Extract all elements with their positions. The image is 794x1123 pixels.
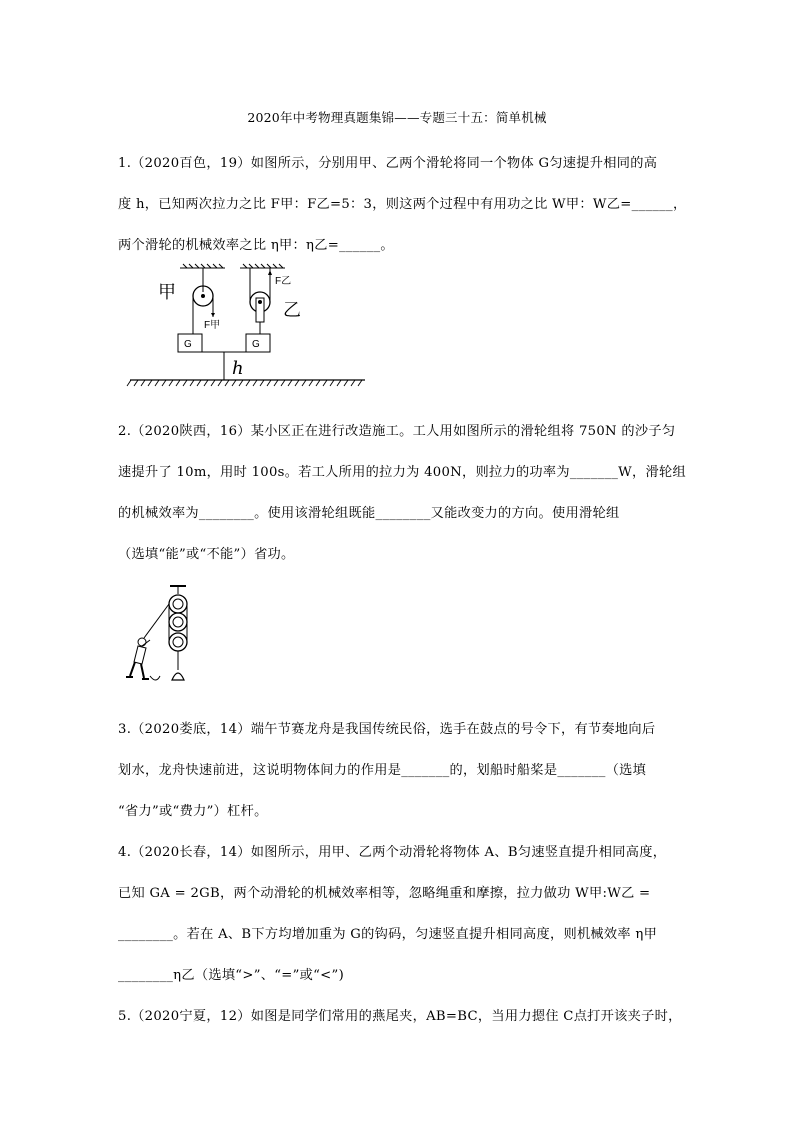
f-yi-label: F乙 [275,276,292,287]
q2-line-3: 的机械效率为________。使用该滑轮组既能________又能改变力的方向。使用滑轮组 [118,506,620,521]
q3-line-3: “省力”或“费力”）杠杆。 [118,804,268,819]
ground-hatch [127,380,362,386]
q1-line-3: 两个滑轮的机械效率之比 η甲：η乙=______。 [118,238,394,253]
q4-line-1: 4.（2020长春，14）如图所示，用甲、乙两个动滑轮将物体 A、B匀速竖直提升相同高度， [118,845,667,860]
q1-line-2: 度 h，已知两次拉力之比 F甲：F乙=5：3，则这两个过程中有用功之比 W甲：W乙=______， [118,197,687,212]
g-right-label: G [252,339,260,350]
q3-line-2: 划水，龙舟快速前进，这说明物体间力的作用是_______的，划船时船桨是_______（选填 [118,763,647,778]
ceiling-left [180,264,225,268]
q4-line-2: 已知 GA = 2GB，两个动滑轮的机械效率相等，忽略绳重和摩擦，拉力做功 W甲:W乙 = [118,886,651,901]
q2-line-2: 速提升了 10m，用时 100s。若工人所用的拉力为 400N，则拉力的功率为_______W，滑轮组 [118,465,686,480]
q5-line-1: 5.（2020宁夏，12）如图是同学们常用的燕尾夹，AB=BC，当用力摁住 C点打开该夹子时， [118,1009,682,1024]
jia-label: 甲 [158,282,176,303]
pulley-figure [125,262,375,394]
page-title: 2020年中考物理真题集锦——专题三十五：简单机械 [247,110,547,125]
g-left-label: G [184,339,192,350]
q1-line-1: 1.（2020百色，19）如图所示，分别用甲、乙两个滑轮将同一个物体 G匀速提升相同的高 [118,156,658,171]
worker-pulley-figure [120,580,200,690]
h-label: h [232,358,244,379]
q4-line-4: ________η乙（选填“>”、“=”或“<”) [118,968,345,983]
f-jia-label: F甲 [204,320,221,331]
ceiling-right [240,264,285,268]
q4-line-3: ________。若在 A、B下方均增加重为 G的钩码，匀速竖直提升相同高度，则机械效率 η甲 [118,927,658,942]
yi-label: 乙 [283,300,301,321]
q3-line-1: 3.（2020娄底，14）端午节赛龙舟是我国传统民俗，选手在鼓点的号令下，有节奏地向后 [118,722,656,737]
q2-line-1: 2.（2020陕西，16）某小区正在进行改造施工。工人用如图所示的滑轮组将 750N 的沙子匀 [118,424,676,439]
q2-line-4: （选填“能”或“不能”）省功。 [118,547,295,562]
